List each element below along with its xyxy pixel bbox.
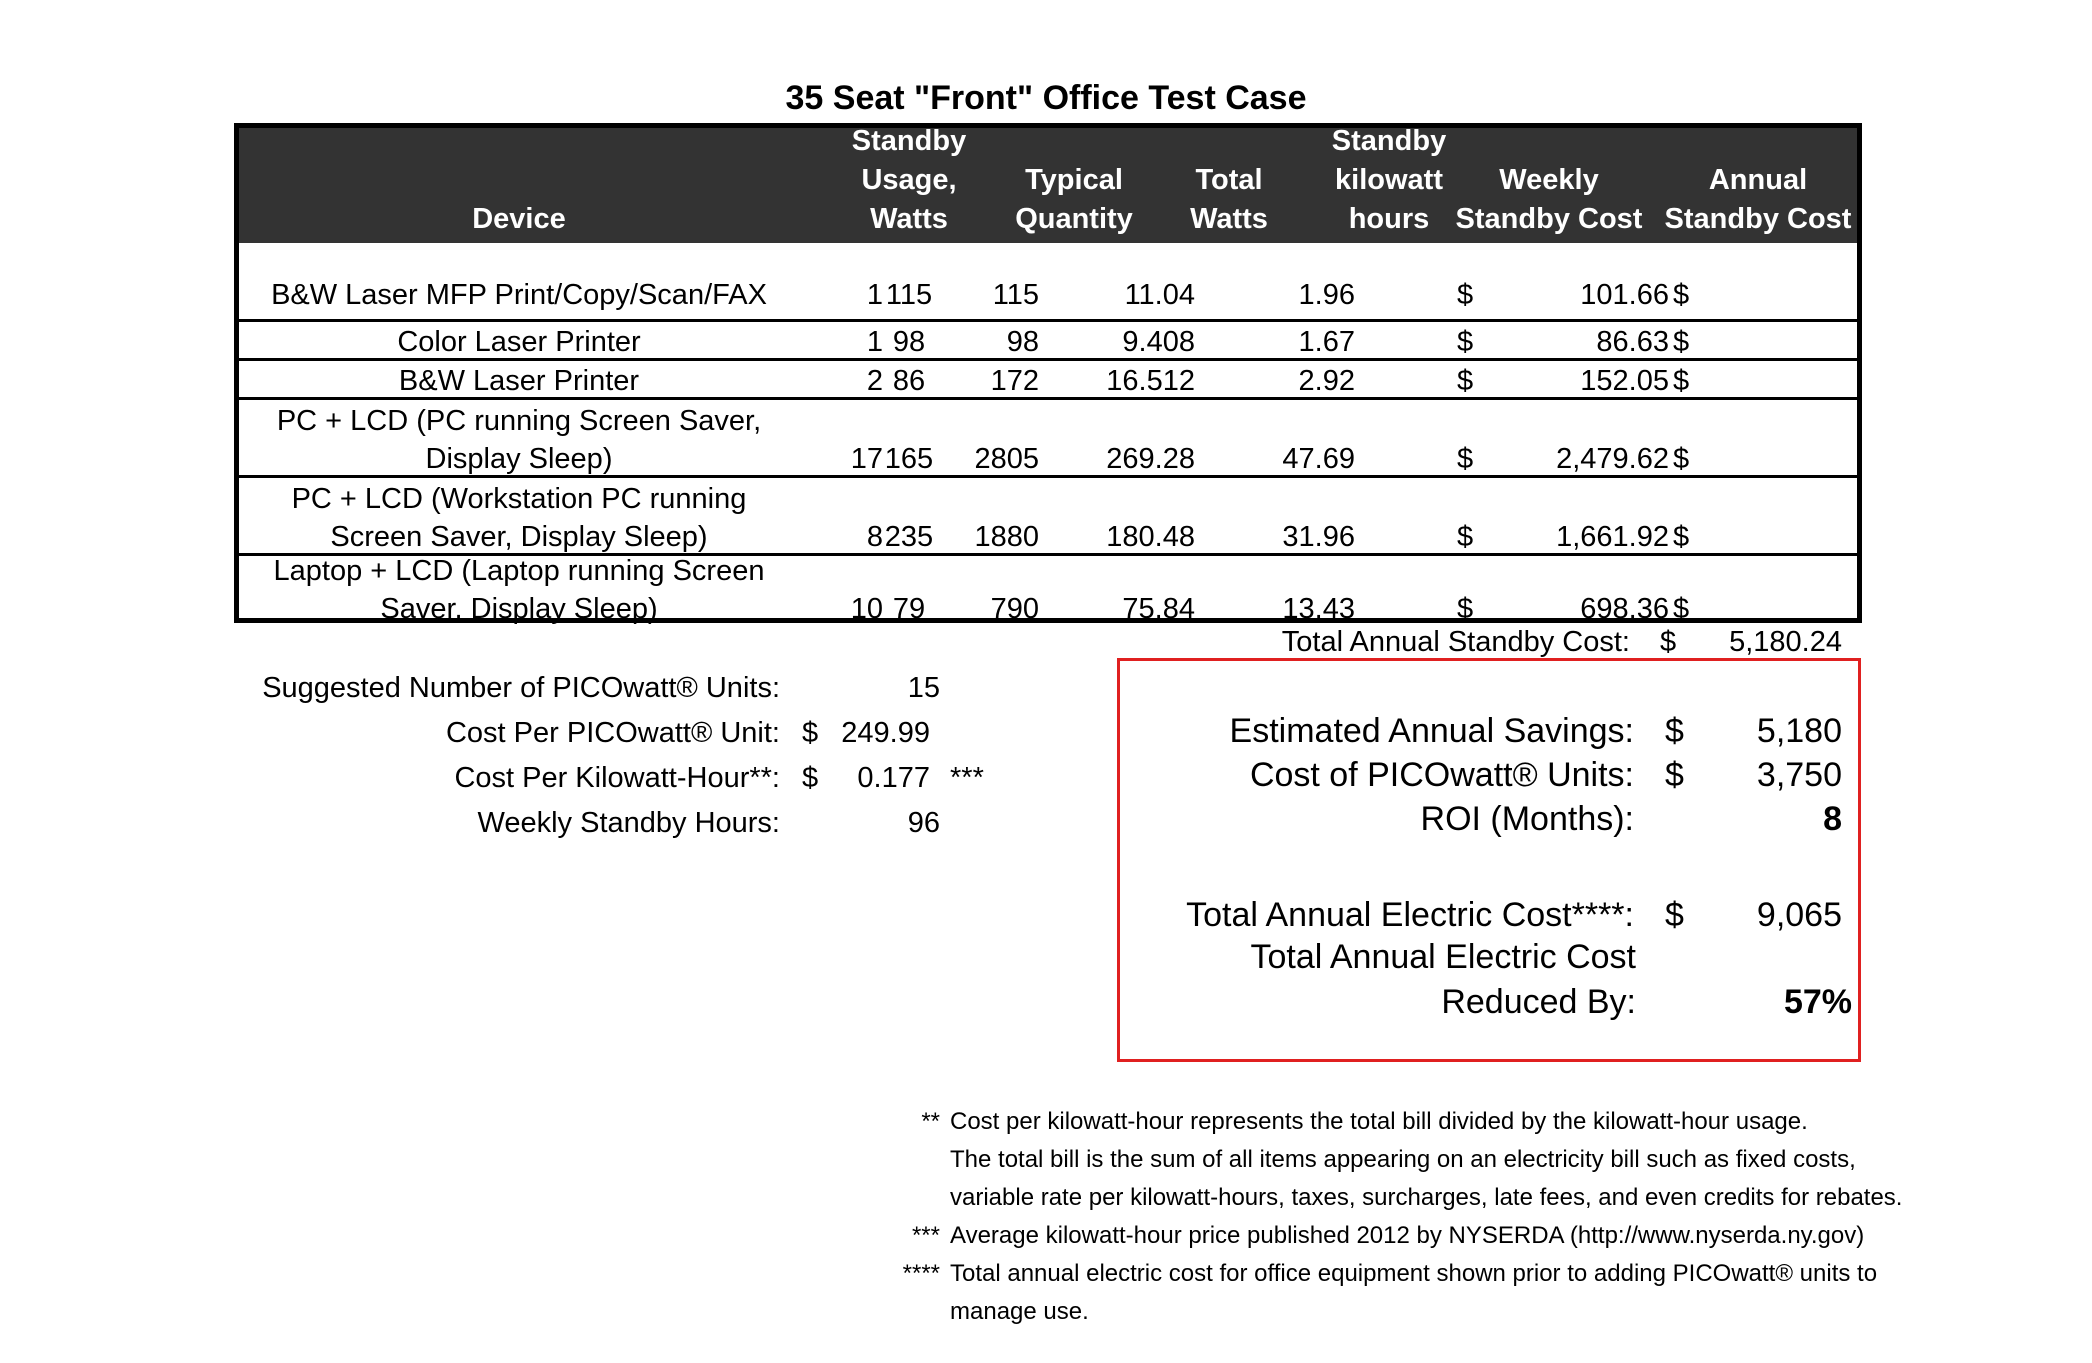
cell-weekly-currency: $	[1457, 443, 1474, 475]
header-line: hours	[1348, 203, 1430, 235]
table-row	[239, 397, 1857, 478]
device-line: PC + LCD (PC running Screen Saver,	[276, 405, 762, 437]
cell-annual-cost: 101.66	[1580, 279, 1669, 311]
cell-annual-currency: $	[1673, 365, 1690, 397]
cell-annual-cost: 1,661.92	[1556, 521, 1669, 553]
units-label: Suggested Number of PICOwatt® Units:	[262, 672, 780, 704]
units-cost-currency: $	[1665, 756, 1684, 794]
cell-total-watts: 790	[990, 593, 1039, 625]
cell-annual-currency: $	[1673, 443, 1690, 475]
cell-quantity: 2	[866, 365, 883, 397]
electric-cost-label: Total Annual Electric Cost****:	[1186, 896, 1634, 934]
table-header	[239, 125, 1857, 243]
cell-standby-kwh: 180.48	[1106, 521, 1195, 553]
cell-standby-watts: 235	[884, 521, 934, 553]
cell-annual-currency: $	[1673, 326, 1690, 358]
table-row	[239, 248, 1857, 314]
table-row	[239, 475, 1857, 556]
cell-annual-currency: $	[1673, 521, 1690, 553]
cell-weekly-cost: 13.43	[1282, 593, 1355, 625]
footnote-mark: ****	[902, 1260, 940, 1287]
units-cost-value: 3,750	[1756, 756, 1842, 794]
footnote-text: manage use.	[950, 1298, 1089, 1325]
standby-cost-table	[234, 123, 1862, 623]
savings-currency: $	[1665, 712, 1684, 750]
header-line: Standby Cost	[1664, 203, 1852, 235]
device-line: Display Sleep)	[425, 443, 613, 475]
electric-cost-value: 9,065	[1756, 896, 1842, 934]
standby-hours-value: 96	[907, 807, 940, 839]
cell-standby-watts: 98	[892, 326, 926, 358]
cell-annual-cost: 2,479.62	[1556, 443, 1669, 475]
cell-standby-kwh: 16.512	[1106, 365, 1195, 397]
cell-standby-kwh: 75.84	[1122, 593, 1195, 625]
header-line: Watts	[1190, 203, 1268, 235]
cell-weekly-cost: 1.67	[1298, 326, 1355, 358]
savings-label: Estimated Annual Savings:	[1229, 712, 1634, 750]
cell-quantity: 10	[850, 593, 883, 625]
cell-standby-watts: 79	[892, 593, 926, 625]
footnote-text: Average kilowatt-hour price published 2012 by NYSERDA (http://www.nyserda.ny.gov)	[950, 1222, 1865, 1249]
total-annual-label: Total Annual Standby Cost:	[1281, 626, 1630, 658]
header-typical-quantity	[979, 161, 1169, 239]
total-annual-currency: $	[1660, 626, 1677, 658]
cell-quantity: 8	[866, 521, 883, 553]
header-line: Typical	[1025, 164, 1123, 196]
header-line: Standby	[851, 125, 967, 157]
cell-total-watts: 115	[992, 279, 1039, 311]
cell-quantity: 1	[866, 279, 883, 311]
cell-total-watts: 98	[1006, 326, 1039, 358]
cell-weekly-cost: 2.92	[1298, 365, 1355, 397]
kwh-cost-note: ***	[950, 762, 984, 794]
cell-annual-cost: 152.05	[1580, 365, 1669, 397]
total-annual-value: 5,180.24	[1729, 626, 1842, 658]
cell-total-watts: 172	[990, 365, 1039, 397]
cell-weekly-cost: 1.96	[1298, 279, 1355, 311]
cell-total-watts: 1880	[974, 521, 1039, 553]
cell-standby-kwh: 269.28	[1106, 443, 1195, 475]
cell-quantity: 17	[850, 443, 883, 475]
footnote-text: The total bill is the sum of all items appearing on an electricity bill such as fixed costs,	[950, 1146, 1856, 1173]
cell-quantity: 1	[866, 326, 883, 358]
cell-weekly-currency: $	[1457, 593, 1474, 625]
header-line: Annual	[1708, 164, 1808, 196]
reduced-value: 57%	[1783, 983, 1852, 1021]
cell-standby-kwh: 9.408	[1122, 326, 1195, 358]
header-line: Quantity	[1015, 203, 1133, 235]
roi-label: ROI (Months):	[1420, 800, 1634, 838]
reduced-label-line2: Reduced By:	[1441, 983, 1636, 1021]
cell-weekly-currency: $	[1457, 279, 1474, 311]
cell-annual-currency: $	[1673, 279, 1690, 311]
reduced-label-line1: Total Annual Electric Cost	[1250, 938, 1636, 976]
header-line: Standby Cost	[1455, 203, 1643, 235]
device-line: PC + LCD (Workstation PC running	[291, 483, 747, 515]
standby-hours-label: Weekly Standby Hours:	[477, 807, 780, 839]
cell-total-watts: 2805	[974, 443, 1039, 475]
device-line: B&W Laser Printer	[398, 365, 640, 397]
footnote-mark: ***	[911, 1222, 940, 1249]
footnote-text: Total annual electric cost for office equipment shown prior to adding PICOwatt® units to	[950, 1260, 1878, 1287]
cell-weekly-cost: 31.96	[1282, 521, 1355, 553]
cell-annual-currency: $	[1673, 593, 1690, 625]
table-row	[239, 358, 1857, 400]
savings-value: 5,180	[1756, 712, 1842, 750]
header-weekly-cost	[1439, 161, 1659, 239]
page-title: 35 Seat "Front" Office Test Case	[785, 79, 1307, 117]
header-device-label: Device	[472, 203, 566, 235]
device-line: Laptop + LCD (Laptop running Screen	[273, 555, 765, 587]
cell-standby-kwh: 11.04	[1124, 279, 1195, 311]
table-row	[239, 553, 1857, 628]
units-value: 15	[907, 672, 940, 704]
footnote-text: variable rate per kilowatt-hours, taxes, surcharges, late fees, and even credits for rebates.	[950, 1184, 1903, 1211]
header-line: Total	[1195, 164, 1263, 196]
roi-value: 8	[1823, 800, 1842, 838]
device-line: Saver, Display Sleep)	[380, 593, 658, 625]
cell-weekly-currency: $	[1457, 365, 1474, 397]
header-line: Usage,	[861, 164, 957, 196]
device-line: B&W Laser MFP Print/Copy/Scan/FAX	[271, 279, 767, 311]
kwh-cost-label: Cost Per Kilowatt-Hour**:	[454, 762, 780, 794]
cell-annual-cost: 698.36	[1580, 593, 1669, 625]
footnote-mark: **	[921, 1108, 940, 1135]
table-row	[239, 319, 1857, 361]
units-cost-label: Cost of PICOwatt® Units:	[1249, 756, 1634, 794]
device-line: Color Laser Printer	[397, 326, 641, 358]
header-line: Weekly	[1499, 164, 1599, 196]
unit-cost-label: Cost Per PICOwatt® Unit:	[445, 717, 780, 749]
electric-cost-currency: $	[1665, 896, 1684, 934]
header-annual-cost	[1655, 161, 1861, 239]
cell-standby-watts: 165	[884, 443, 934, 475]
cell-weekly-cost: 47.69	[1282, 443, 1355, 475]
cell-annual-cost: 86.63	[1596, 326, 1669, 358]
header-line: kilowatt	[1335, 164, 1443, 196]
unit-cost-value: 249.99	[841, 717, 930, 749]
header-total-watts	[1159, 161, 1299, 239]
kwh-cost-currency: $	[802, 762, 819, 794]
header-line: Watts	[870, 203, 948, 235]
footnote-text: Cost per kilowatt-hour represents the total bill divided by the kilowatt-hour usage.	[950, 1108, 1808, 1135]
header-line: Standby	[1331, 125, 1447, 157]
cell-weekly-currency: $	[1457, 521, 1474, 553]
unit-cost-currency: $	[802, 717, 819, 749]
cell-standby-watts: 86	[892, 365, 926, 397]
kwh-cost-value: 0.177	[857, 762, 930, 794]
header-device	[239, 200, 799, 239]
cell-weekly-currency: $	[1457, 326, 1474, 358]
cell-standby-watts: 115	[885, 279, 933, 311]
device-line: Screen Saver, Display Sleep)	[330, 521, 708, 553]
